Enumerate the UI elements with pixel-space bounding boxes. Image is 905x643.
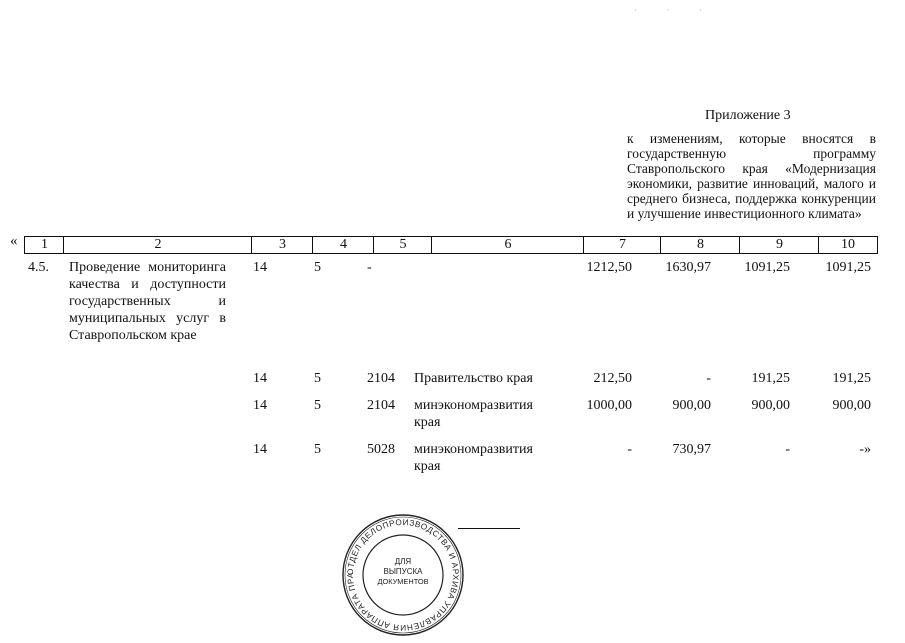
cell-col7: 1212,50 [586,260,632,275]
cell-col10: 1091,25 [825,260,871,275]
cell-col10: -» [859,442,871,457]
column-header-6: 6 [431,236,584,254]
appendix-subtitle: к изменениям, которые вносятся в государственную программу Ставропольского края «Модернизация экономики, развитие инноваций, малого и среднего бизнеса, поддержка конкуренции и улучшение инвестиционного климата» [627,131,876,221]
cell-col8: - [706,371,711,386]
cell-col8: 730,97 [672,442,711,457]
stamp-center-line-1: ДЛЯ [394,557,412,566]
cell-col9: 191,25 [751,371,790,386]
signature-line [458,528,520,529]
cell-col6: минэкономразвития края [414,442,533,474]
column-header-8: 8 [660,236,740,254]
cell-col3: 14 [253,398,267,413]
cell-col4: 5 [314,260,321,275]
table-header-row [24,236,877,254]
column-header-1: 1 [24,236,64,254]
column-header-4: 4 [312,236,374,254]
cell-col6: Правительство края [414,371,533,386]
cell-col5: 2104 [367,398,395,413]
column-header-3: 3 [251,236,313,254]
cell-col8: 900,00 [672,398,711,413]
cell-col10: 191,25 [832,371,871,386]
cell-col9: 1091,25 [744,260,790,275]
task-name: Проведение мониторинга качества и доступности государственных и муниципальных услуг в Ставропольском крае [69,260,226,343]
cell-col8: 1630,97 [665,260,711,275]
cell-col5: 5028 [367,442,395,457]
column-header-5: 5 [373,236,432,254]
cell-col3: 14 [253,371,267,386]
cell-col4: 5 [314,371,321,386]
stamp-ring-text: ОТДЕЛ ДЕЛОПРОИЗВОДСТВА И АРХИВА УПРАВЛЕНИЯ АППАРАТА ПРА [345,517,461,633]
scan-artifact: · · · [634,6,716,15]
cell-col5: - [367,260,372,275]
stamp-center-line-2: ВЫПУСКА [383,567,423,576]
row-number: 4.5. [28,260,49,275]
stamp-center-line-3: ДОКУМЕНТОВ [377,577,429,586]
cell-col6: минэкономразвития края [414,398,533,430]
cell-col9: 900,00 [751,398,790,413]
cell-col7: - [627,442,632,457]
cell-col7: 212,50 [593,371,632,386]
cell-col4: 5 [314,398,321,413]
cell-col7: 1000,00 [586,398,632,413]
cell-col10: 900,00 [832,398,871,413]
column-header-9: 9 [739,236,819,254]
cell-col9: - [785,442,790,457]
cell-col4: 5 [314,442,321,457]
cell-col5: 2104 [367,371,395,386]
opening-quote: « [10,233,18,249]
cell-col3: 14 [253,442,267,457]
cell-col3: 14 [253,260,267,275]
column-header-10: 10 [818,236,878,254]
office-stamp [340,512,466,638]
column-header-2: 2 [63,236,252,254]
appendix-title: Приложение 3 [705,108,791,123]
column-header-7: 7 [583,236,661,254]
